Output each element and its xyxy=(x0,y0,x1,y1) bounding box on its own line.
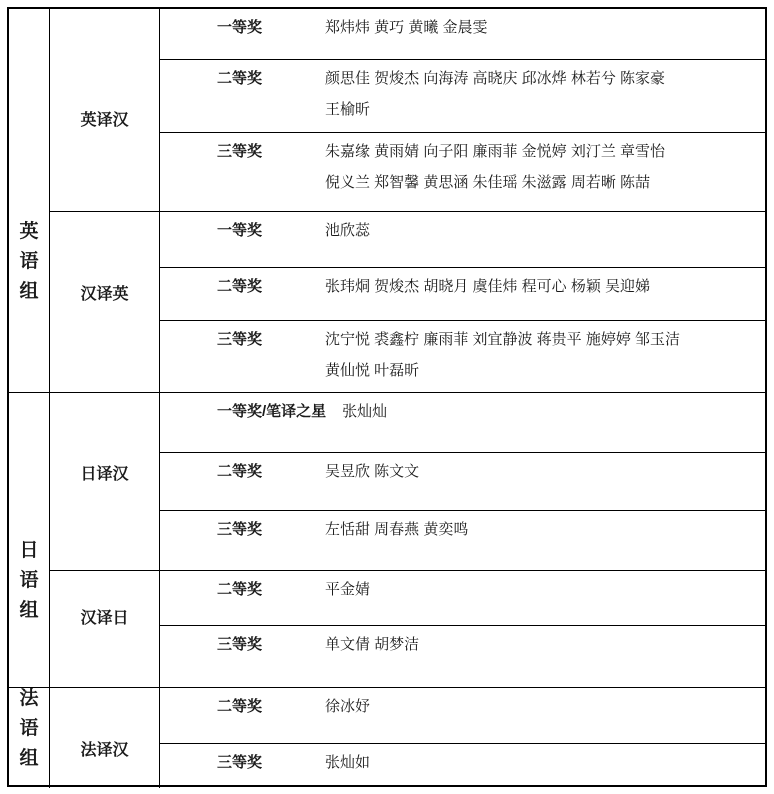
award-winner-names xyxy=(342,396,387,427)
award-level-label: 三等奖 xyxy=(217,636,263,653)
group-label-char: 语 xyxy=(19,570,39,591)
award-level-label: 一等奖/笔译之星 xyxy=(217,403,327,420)
subgroup-label: 英译汉 xyxy=(80,111,129,129)
subgroup-label-cell xyxy=(50,393,160,570)
subgroup-label: 汉译英 xyxy=(80,285,129,303)
award-row xyxy=(160,267,765,320)
subgroup-label-cell xyxy=(50,688,160,788)
subgroup-row xyxy=(50,688,765,788)
award-winner-names xyxy=(325,691,370,722)
group-row xyxy=(9,687,765,788)
winner-names-line: 池欣蕊 xyxy=(325,222,371,239)
award-row xyxy=(160,743,765,788)
winner-names-line: 颜思佳 贺焌杰 向海涛 高晓庆 邱冰烨 林若兮 陈家豪 xyxy=(325,70,666,87)
award-level-label: 三等奖 xyxy=(217,754,263,771)
group-row xyxy=(9,9,765,392)
winner-names-line: 朱嘉缘 黄雨婧 向子阳 廉雨菲 金悦婷 刘汀兰 章雪怡 xyxy=(325,143,666,160)
winner-names-line: 张灿如 xyxy=(325,754,371,771)
subgroup-row xyxy=(50,9,765,211)
award-level-label: 一等奖 xyxy=(217,222,263,239)
award-row xyxy=(160,320,765,392)
group-label-char: 语 xyxy=(19,718,39,739)
subgroup-row xyxy=(50,570,765,687)
group-label-cell xyxy=(9,393,50,687)
award-winner-names xyxy=(325,12,488,43)
award-winner-names xyxy=(325,215,370,246)
winner-names-line: 倪义兰 郑智馨 黄思涵 朱佳瑶 朱滋露 周若晰 陈喆 xyxy=(325,174,651,191)
awards-column xyxy=(160,393,765,570)
group-row xyxy=(9,392,765,687)
award-level-label: 三等奖 xyxy=(217,521,263,538)
award-level-label: 二等奖 xyxy=(217,278,263,295)
winner-names-line: 单文倩 胡梦洁 xyxy=(325,636,420,653)
award-row xyxy=(160,510,765,570)
award-winner-names xyxy=(325,63,665,125)
award-winner-names xyxy=(325,456,419,487)
subgroup-row xyxy=(50,393,765,570)
award-row xyxy=(160,59,765,132)
group-label-char: 组 xyxy=(19,748,39,769)
group-label-char: 日 xyxy=(19,540,39,561)
award-winner-names xyxy=(325,324,680,386)
subgroup-label: 日译汉 xyxy=(80,466,129,483)
award-winner-names xyxy=(325,514,468,545)
awards-column xyxy=(160,212,765,392)
winner-names-line: 王榆昕 xyxy=(325,101,371,118)
award-level-label: 三等奖 xyxy=(217,143,263,160)
subgroup-label: 汉译日 xyxy=(80,609,129,627)
subgroup-label-cell xyxy=(50,9,160,211)
awards-column xyxy=(160,688,765,788)
winner-names-line: 吴昱欣 陈文文 xyxy=(325,463,420,480)
group-label-char: 语 xyxy=(19,250,39,272)
award-winner-names xyxy=(325,136,665,198)
award-winner-names xyxy=(325,574,370,605)
group-label-char: 组 xyxy=(19,600,39,621)
award-row xyxy=(160,393,765,452)
award-level-label: 二等奖 xyxy=(217,698,263,715)
award-winner-names xyxy=(325,629,419,660)
winner-names-line: 左恬甜 周春燕 黄奕鸣 xyxy=(325,521,469,538)
award-row xyxy=(160,212,765,267)
award-winner-names xyxy=(325,271,650,302)
award-row xyxy=(160,688,765,743)
award-level-label: 二等奖 xyxy=(217,581,263,598)
group-label xyxy=(19,536,38,626)
winner-names-line: 平金婧 xyxy=(325,581,371,598)
awards-column xyxy=(160,571,765,687)
award-row xyxy=(160,452,765,510)
award-row xyxy=(160,132,765,211)
group-body xyxy=(50,9,765,392)
subgroup-row xyxy=(50,211,765,392)
subgroup-label-cell xyxy=(50,212,160,392)
group-label xyxy=(19,217,38,307)
award-row xyxy=(160,9,765,59)
group-label-char: 法 xyxy=(19,688,39,709)
winner-names-line: 徐冰妤 xyxy=(325,698,371,715)
award-level-label: 三等奖 xyxy=(217,331,263,348)
subgroup-label: 法译汉 xyxy=(80,741,129,759)
awards-table xyxy=(7,7,767,787)
group-label-cell xyxy=(9,9,50,392)
award-level-label: 一等奖 xyxy=(217,19,263,36)
subgroup-label-cell xyxy=(50,571,160,687)
award-level-label: 二等奖 xyxy=(217,70,263,87)
award-level-label: 二等奖 xyxy=(217,463,263,480)
group-label-cell xyxy=(9,688,50,788)
award-row xyxy=(160,625,765,687)
awards-column xyxy=(160,9,765,211)
winner-names-line: 张灿灿 xyxy=(342,403,388,420)
winner-names-line: 张玮烔 贺焌杰 胡晓月 虞佳炜 程可心 杨颖 吴迎娣 xyxy=(325,278,651,295)
winner-names-line: 沈宁悦 裘鑫柠 廉雨菲 刘宜静波 蒋贵平 施婷婷 邹玉洁 xyxy=(325,331,681,348)
group-label-char: 组 xyxy=(19,280,39,302)
award-winner-names xyxy=(325,747,370,778)
award-row xyxy=(160,571,765,625)
winner-names-line: 郑炜炜 黄巧 黄曦 金晨雯 xyxy=(325,19,488,36)
winner-names-line: 黄仙悦 叶磊昕 xyxy=(325,362,420,379)
group-body xyxy=(50,688,765,788)
group-label-char: 英 xyxy=(19,220,39,242)
group-body xyxy=(50,393,765,687)
group-label xyxy=(19,684,38,774)
